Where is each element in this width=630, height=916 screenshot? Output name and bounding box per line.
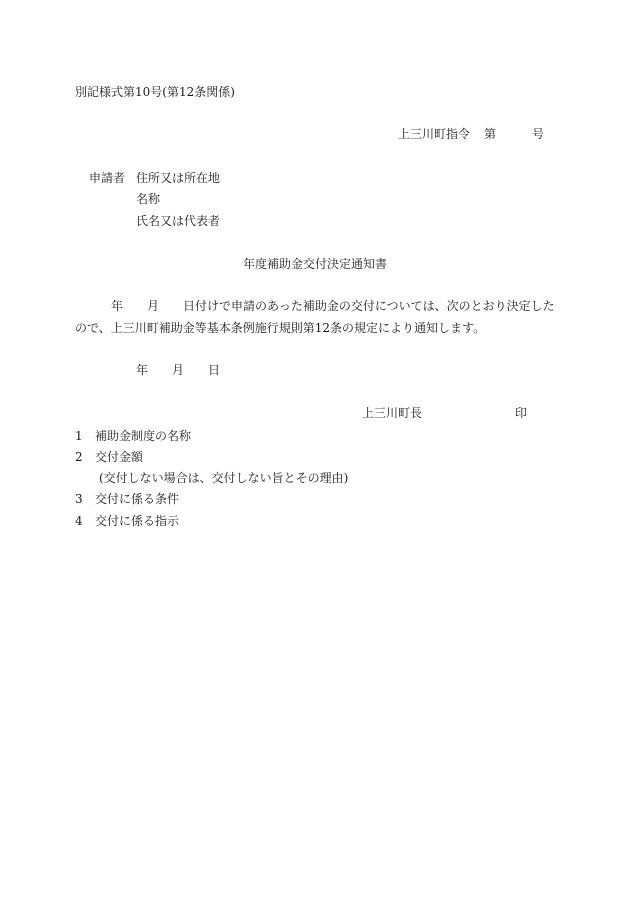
issue-month: 月 (172, 363, 185, 377)
list-item-text: 交付に係る指示 (95, 514, 180, 528)
list-item-text: 交付に係る条件 (95, 492, 180, 506)
body-month: 月 (147, 299, 160, 313)
reference-go: 号 (532, 127, 545, 141)
list-item (75, 430, 191, 442)
applicant-label: 申請者 (89, 171, 126, 185)
issue-day: 日 (208, 363, 221, 377)
applicant-address-label: 住所又は所在地 (136, 171, 221, 185)
body-line-2: ので、上三川町補助金等基本条例施行規則第12条の規定により通知します。 (75, 321, 486, 335)
issuer-name: 上三川町長 (362, 406, 423, 420)
list-item-number: 3 (75, 492, 83, 506)
form-number-label: 別記様式第10号(第12条関係) (75, 85, 235, 99)
list-item-note: (交付しない場合は、交付しない旨とその理由) (99, 471, 349, 485)
body-year: 年 (111, 299, 124, 313)
list-item-text: 補助金制度の名称 (95, 429, 192, 443)
list-item (75, 515, 179, 527)
list-item-number: 4 (75, 514, 83, 528)
list-item (75, 493, 179, 505)
list-item (75, 451, 143, 463)
body-line1-text: 日付けで申請のあった補助金の交付については、次のとおり決定した (183, 299, 555, 313)
issue-year: 年 (136, 363, 149, 377)
seal-mark: 印 (515, 406, 528, 420)
applicant-name-label: 名称 (136, 192, 161, 206)
body-line-1 (75, 300, 555, 312)
issue-date (136, 364, 220, 376)
list-item-number: 1 (75, 429, 83, 443)
reference-dai: 第 (484, 127, 497, 141)
list-item-text: 交付金額 (95, 450, 144, 464)
reference-prefix: 上三川町指令 (398, 127, 471, 141)
document-title: 年度補助金交付決定通知書 (243, 257, 388, 271)
applicant-representative-label: 氏名又は代表者 (136, 214, 221, 228)
list-item-number: 2 (75, 450, 83, 464)
reference-number (398, 128, 544, 140)
